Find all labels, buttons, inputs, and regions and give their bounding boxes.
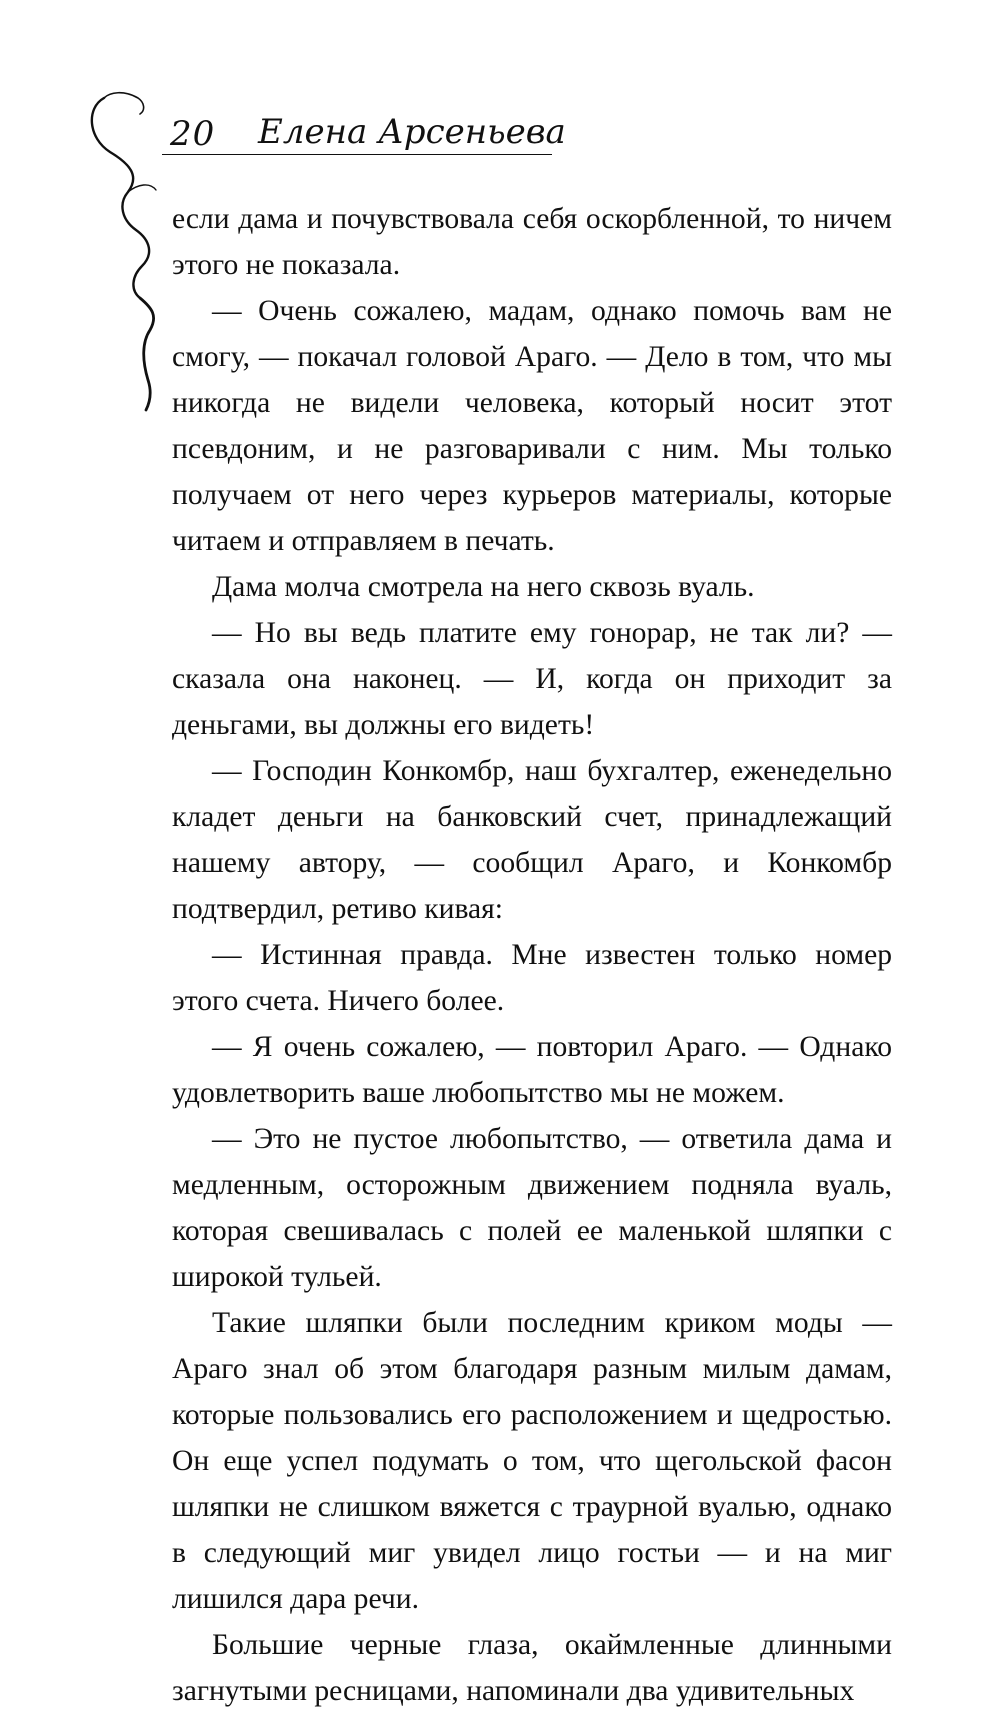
header-rule [162,154,552,155]
paragraph: Дама молча смотрела на него сквозь вуаль. [212,571,755,603]
page-number: 20 [170,114,216,154]
paragraph: Большие черные глаза, окаймленные длинными загнутыми ресницами, напоминали два удивительных [172,1629,892,1707]
paragraph: — Истинная правда. Мне известен только номер этого счета. Ничего более. [172,939,892,1017]
paragraph: — Это не пустое любопытство, — ответила дама и медленным, осторожным движением подняла вуаль, которая свешивалась с полей ее маленькой шляпки с широкой тульей. [172,1123,892,1293]
running-title: Елена Арсеньева [258,112,566,152]
running-header [162,108,566,164]
paragraph: — Но вы ведь платите ему гонорар, не так ли? — сказала она наконец. — И, когда он приходит за деньгами, вы должны его видеть! [172,617,892,741]
paragraph: — Господин Конкомбр, наш бухгалтер, еженедельно кладет деньги на банковский счет, принадлежащий нашему автору, — сообщил Араго, и Конкомбр подтвердил, ретиво кивая: [172,755,892,925]
paragraph: — Я очень сожалею, — повторил Араго. — Однако удовлетворить ваше любопытство мы не можем. [172,1031,892,1109]
body-text [172,196,892,1714]
paragraph: Такие шляпки были последним криком моды — Араго знал об этом благодаря разным милым дамам, которые пользовались его расположением и щедростью. Он еще успел подумать о том, что щегольской фасон шляпки не слишком вяжется с траурной вуалью, однако в следующий миг увидел лицо гостьи — и на миг лишился дара речи. [172,1307,892,1615]
paragraph: — Очень сожалею, мадам, однако помочь вам не смогу, — покачал головой Араго. — Дело в том, что мы никогда не видели человека, который носит этот псевдоним, и не разговаривали с ним. Мы только получаем от него через курьеров материалы, которые читаем и отправляем в печать. [172,295,892,557]
paragraph: если дама и почувствовала себя оскорбленной, то ничем этого не показала. [172,203,892,281]
